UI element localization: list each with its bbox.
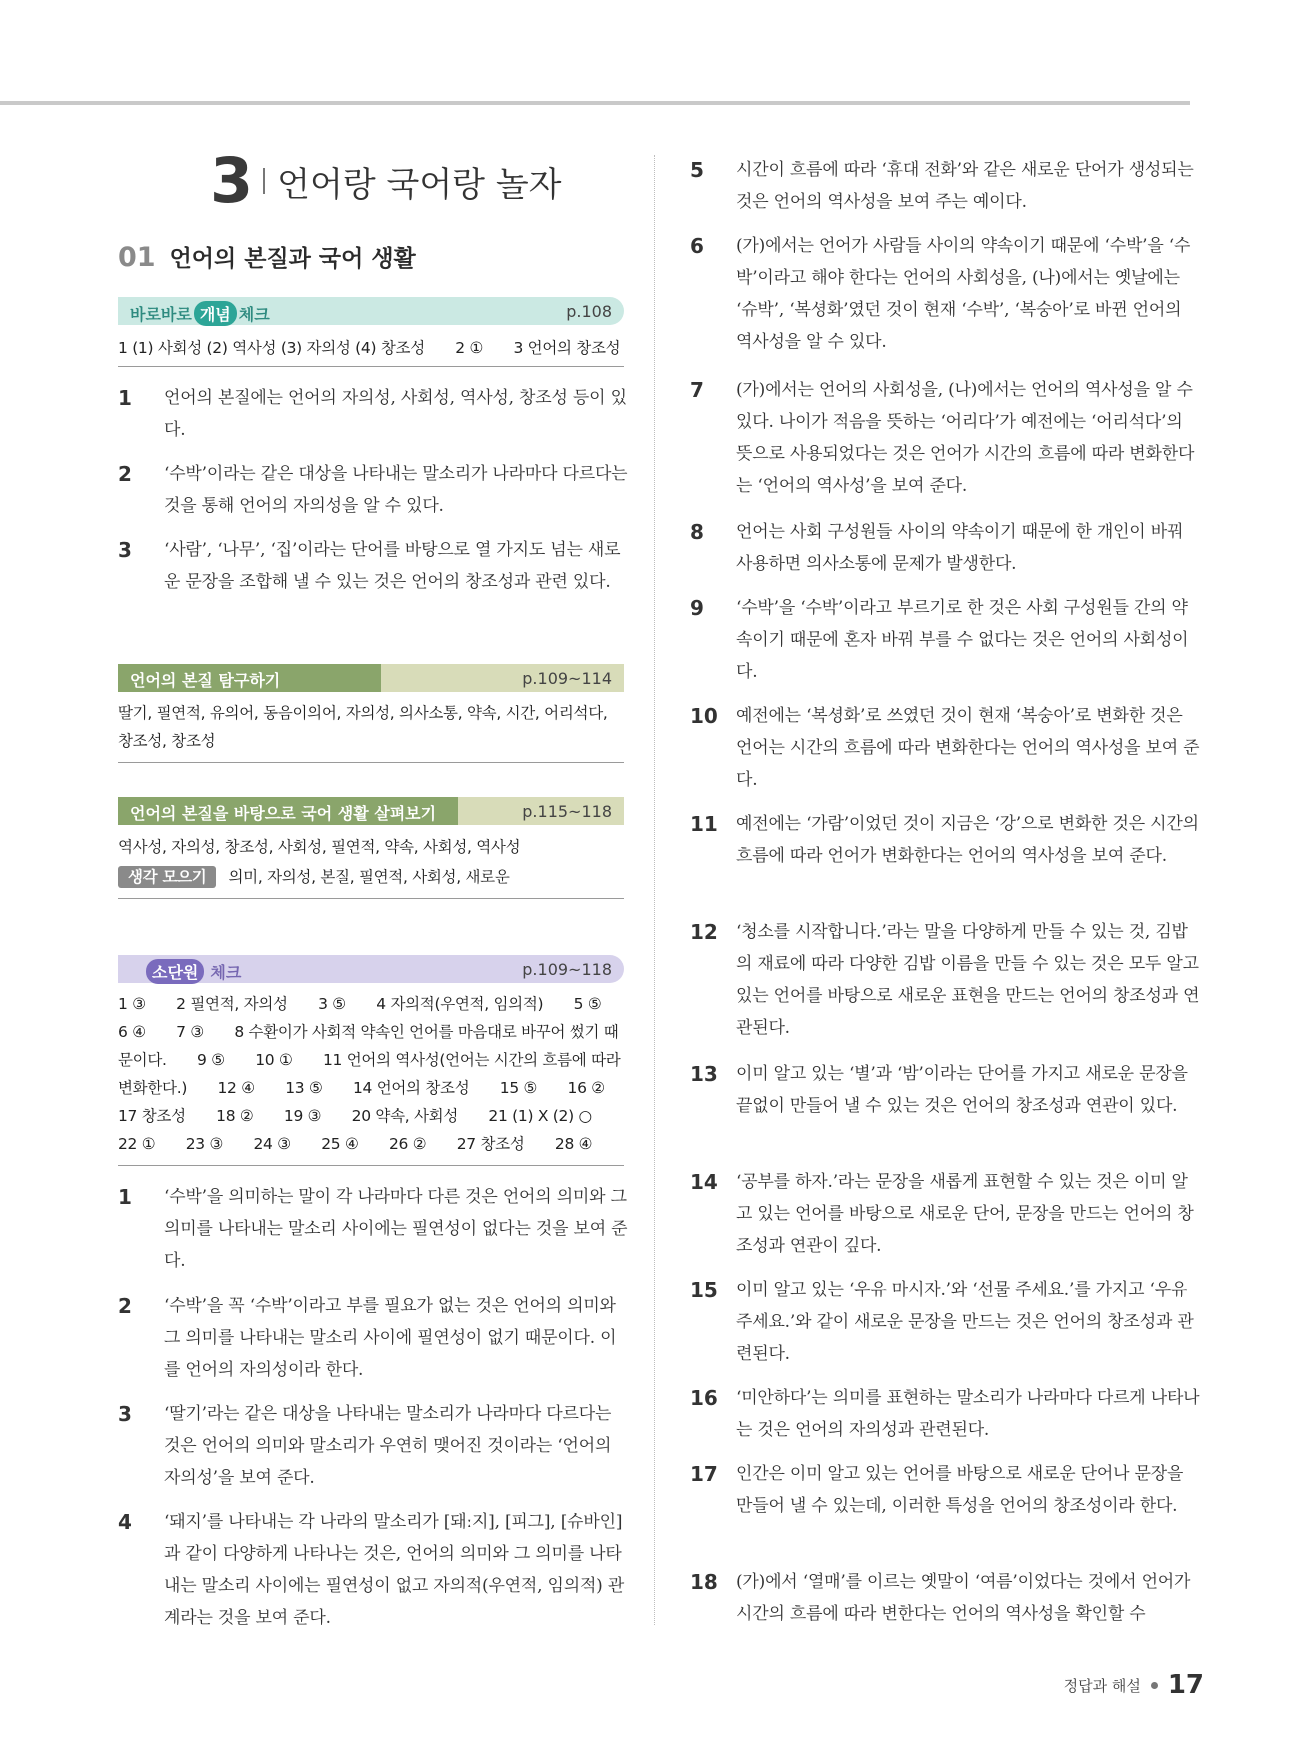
- chapter-heading: [210, 144, 562, 217]
- item-number: 3: [118, 538, 132, 562]
- section-heading: [118, 240, 416, 273]
- unit-check-label: [146, 959, 241, 984]
- item-text: ‘청소를 시작합니다.’라는 말을 다양하게 만들 수 있는 것, 김밥의 재료에 따라 다양한 김밥 이름을 만들 수 있는 것은 모두 알고 있는 언어를 바탕으로 새로운 표현을 만드는 언어의 창조성과 연관된다.: [736, 922, 1200, 1038]
- item-number: 10: [690, 704, 718, 728]
- explanation-item: [690, 592, 1202, 688]
- chapter-divider: [263, 168, 265, 194]
- item-number: 7: [690, 378, 704, 402]
- item-number: 14: [690, 1170, 718, 1194]
- concept-check-page-ref: p.108: [566, 302, 612, 321]
- item-number: 2: [118, 462, 132, 486]
- item-text: ‘수박’을 꼭 ‘수박’이라고 부를 필요가 없는 것은 언어의 의미와 그 의미를 나타내는 말소리 사이에 필연성이 없기 때문이다. 이를 언어의 자의성이라 한다.: [164, 1296, 617, 1380]
- concept-check-label: [130, 301, 270, 326]
- explanation-item: [690, 1382, 1202, 1446]
- explanation-item: [118, 1290, 630, 1386]
- unit-check-page-ref: p.109~118: [522, 960, 612, 979]
- chapter-title: 언어랑 국어랑 놀자: [277, 164, 562, 205]
- item-number: 12: [690, 920, 718, 944]
- explanation-item: [118, 382, 630, 446]
- explore-page-ref: p.109~114: [522, 669, 612, 688]
- top-rule: [0, 101, 1190, 105]
- think-tag: 생각 모으기: [118, 866, 216, 888]
- item-number: 16: [690, 1386, 718, 1410]
- explanation-item: [690, 1274, 1202, 1370]
- footer-label: 정답과 해설: [1063, 1676, 1141, 1695]
- concept-check-label-pre: 바로바로: [130, 305, 192, 324]
- item-text: 이미 알고 있는 ‘별’과 ‘밤’이라는 단어를 가지고 새로운 문장을 끝없이 만들어 낼 수 있는 것은 언어의 창조성과 연관이 있다.: [736, 1064, 1188, 1116]
- item-text: ‘딸기’라는 같은 대상을 나타내는 말소리가 나라마다 다르다는 것은 언어의 의미와 말소리가 우연히 맺어진 것이라는 ‘언어의 자의성’을 보여 준다.: [164, 1404, 612, 1488]
- apply-page-ref: p.115~118: [522, 802, 612, 821]
- concept-check-band: [118, 297, 624, 325]
- apply-band: [118, 797, 624, 825]
- unit-check-pill: 소단원: [146, 959, 204, 984]
- divider: [118, 898, 624, 899]
- item-number: 6: [690, 234, 704, 258]
- think-tag-answers: 의미, 자의성, 본질, 필연적, 사회성, 새로운: [228, 868, 510, 886]
- explanation-item: [690, 374, 1202, 502]
- divider: [118, 1165, 624, 1166]
- unit-check-label-post: 체크: [210, 963, 242, 982]
- item-number: 1: [118, 1185, 132, 1209]
- item-text: 이미 알고 있는 ‘우유 마시자.’와 ‘선물 주세요.’를 가지고 ‘우유 주세요.’와 같이 새로운 문장을 만드는 것은 언어의 창조성과 관련된다.: [736, 1280, 1194, 1364]
- item-number: 1: [118, 386, 132, 410]
- item-number: 3: [118, 1402, 132, 1426]
- item-number: 18: [690, 1570, 718, 1594]
- column-divider: [654, 155, 655, 1625]
- unit-check-band: [118, 955, 624, 983]
- item-text: ‘수박’이라는 같은 대상을 나타내는 말소리가 나라마다 다르다는 것을 통해 언어의 자의성을 알 수 있다.: [164, 464, 628, 516]
- item-number: 13: [690, 1062, 718, 1086]
- explanation-item: [690, 154, 1202, 218]
- explanation-item: [118, 534, 630, 598]
- explanation-item: [118, 458, 630, 522]
- explanation-item: [118, 1181, 630, 1277]
- explanation-item: [690, 1566, 1202, 1630]
- explanation-item: [690, 808, 1202, 872]
- section-title: 언어의 본질과 국어 생활: [169, 246, 416, 272]
- item-text: ‘수박’을 의미하는 말이 각 나라마다 다른 것은 언어의 의미와 그 의미를 나타내는 말소리 사이에는 필연성이 없다는 것을 보여 준다.: [164, 1187, 628, 1271]
- explanation-item: [690, 916, 1202, 1044]
- footer-bullet: [1151, 1682, 1158, 1689]
- chapter-number: 3: [210, 144, 254, 217]
- concept-check-pill: 개념: [194, 301, 237, 326]
- section-number: 01: [118, 242, 156, 273]
- item-text: ‘공부를 하자.’라는 문장을 새롭게 표현할 수 있는 것은 이미 알고 있는 언어를 바탕으로 새로운 단어, 문장을 만드는 언어의 창조성과 연관이 깊다.: [736, 1172, 1194, 1256]
- item-text: (가)에서는 언어가 사람들 사이의 약속이기 때문에 ‘수박’을 ‘수박’이라고 해야 한다는 언어의 사회성을, (나)에서는 옛날에는 ‘슈박’, ‘복셩화’였던 것이 현재 ‘수박’, ‘복숭아’로 바뀐 언어의 역사성을 알 수 있다.: [736, 236, 1191, 352]
- apply-tag-row: [118, 863, 624, 891]
- explanation-item: [118, 1506, 630, 1634]
- item-text: ‘미안하다’는 의미를 표현하는 말소리가 나라마다 다르게 나타나는 것은 언어의 자의성과 관련된다.: [736, 1388, 1200, 1440]
- concept-check-answers: 1 (1) 사회성 (2) 역사성 (3) 자의성 (4) 창조성 2 ① 3 언어의 창조성: [118, 339, 621, 357]
- item-text: 시간이 흐름에 따라 ‘휴대 전화’와 같은 새로운 단어가 생성되는 것은 언어의 역사성을 보여 주는 예이다.: [736, 160, 1194, 212]
- explanation-item: [690, 1058, 1202, 1122]
- item-number: 15: [690, 1278, 718, 1302]
- divider: [118, 366, 624, 367]
- item-text: ‘돼지’를 나타내는 각 나라의 말소리가 [돼ː지], [피그], [슈바인]과 같이 다양하게 나타나는 것은, 언어의 의미와 그 의미를 나타내는 말소리 사이에는 필연성이 없고 자의적(우연적, 임의적) 관계라는 것을 보여 준다.: [164, 1512, 625, 1628]
- unit-check-answers: 1 ③ 2 필연적, 자의성 3 ⑤ 4 자의적(우연적, 임의적) 5 ⑤ 6 ④ 7 ③ 8 수환이가 사회적 약속인 언어를 마음대로 바꾸어 썼기 때문이다. 9 ⑤ 10 ① 11 언어의 역사성(언어는 시간의 흐름에 따라 변화한다.) 12 ④ 13 ⑤ 14 언어의 창조성 15 ⑤ 16 ② 17 창조성 18 ② 19 ③ 20 약속, 사회성 21 (1) X (2) ○ 22 ① 23 ③ 24 ③ 25 ④ 26 ② 27 창조성 28 ④: [118, 995, 636, 1153]
- apply-label: 언어의 본질을 바탕으로 국어 생활 살펴보기: [118, 797, 458, 825]
- item-number: 4: [118, 1510, 132, 1534]
- explore-band: [118, 664, 624, 692]
- page-footer: [1064, 1670, 1204, 1700]
- explore-answers: 딸기, 필연적, 유의어, 동음이의어, 자의성, 의사소통, 약속, 시간, 어리석다, 창조성, 창조성: [118, 704, 608, 750]
- explanation-item: [690, 230, 1202, 358]
- explanation-item: [690, 516, 1202, 580]
- item-text: (가)에서 ‘열매’를 이르는 옛말이 ‘여름’이었다는 것에서 언어가 시간의 흐름에 따라 변한다는 언어의 역사성을 확인할 수: [736, 1572, 1191, 1624]
- item-number: 5: [690, 158, 704, 182]
- item-number: 8: [690, 520, 704, 544]
- item-text: ‘수박’을 ‘수박’이라고 부르기로 한 것은 사회 구성원들 간의 약속이기 때문에 혼자 바꿔 부를 수 없다는 것은 언어의 사회성이다.: [736, 598, 1189, 682]
- item-number: 9: [690, 596, 704, 620]
- explore-label: 언어의 본질 탐구하기: [118, 664, 381, 692]
- item-text: 인간은 이미 알고 있는 언어를 바탕으로 새로운 단어나 문장을 만들어 낼 수 있는데, 이러한 특성을 언어의 창조성이라 한다.: [736, 1464, 1184, 1516]
- divider: [118, 762, 624, 763]
- item-text: 예전에는 ‘가람’이었던 것이 지금은 ‘강’으로 변화한 것은 시간의 흐름에 따라 언어가 변화한다는 언어의 역사성을 보여 준다.: [736, 814, 1199, 866]
- explanation-item: [690, 1458, 1202, 1522]
- explanation-item: [118, 1398, 630, 1494]
- item-text: (가)에서는 언어의 사회성을, (나)에서는 언어의 역사성을 알 수 있다. 나이가 적음을 뜻하는 ‘어리다’가 예전에는 ‘어리석다’의 뜻으로 사용되었다는 것은 언어가 시간의 흐름에 따라 변화한다는 ‘언어의 역사성’을 보여 준다.: [736, 380, 1195, 496]
- item-text: ‘사람’, ‘나무’, ‘집’이라는 단어를 바탕으로 열 가지도 넘는 새로운 문장을 조합해 낼 수 있는 것은 언어의 창조성과 관련 있다.: [164, 540, 621, 592]
- item-number: 17: [690, 1462, 718, 1486]
- explanation-item: [690, 1166, 1202, 1262]
- page-number: 17: [1167, 1670, 1204, 1700]
- item-text: 언어의 본질에는 언어의 자의성, 사회성, 역사성, 창조성 등이 있다.: [164, 388, 627, 440]
- apply-answers: 역사성, 자의성, 창조성, 사회성, 필연적, 약속, 사회성, 역사성: [118, 838, 521, 856]
- item-number: 11: [690, 812, 718, 836]
- item-text: 언어는 사회 구성원들 사이의 약속이기 때문에 한 개인이 바꿔 사용하면 의사소통에 문제가 발생한다.: [736, 522, 1184, 574]
- item-text: 예전에는 ‘복셩화’로 쓰였던 것이 현재 ‘복숭아’로 변화한 것은 언어는 시간의 흐름에 따라 변화한다는 언어의 역사성을 보여 준다.: [736, 706, 1200, 790]
- item-number: 2: [118, 1294, 132, 1318]
- concept-check-label-post: 체크: [238, 305, 270, 324]
- explanation-item: [690, 700, 1202, 796]
